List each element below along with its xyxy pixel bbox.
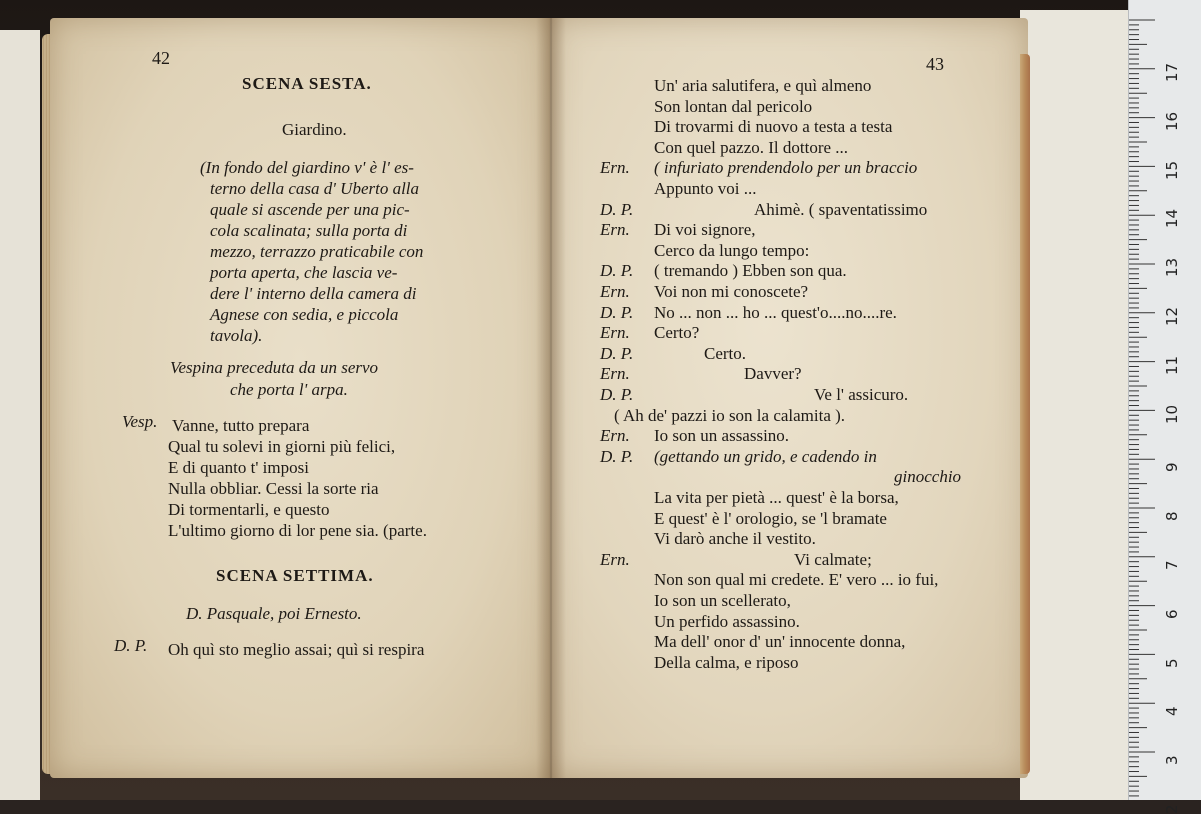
- dialogue-line: ( Ah de' pazzi io son la calamita ).: [614, 405, 846, 425]
- table-surface-right: [1020, 10, 1130, 800]
- vespina-line: Nulla obbliar. Cessi la sorte ria: [168, 479, 379, 498]
- speaker-label: D. P.: [600, 343, 634, 363]
- dialogue-line: La vita per pietà ... quest' è la borsa,: [654, 488, 899, 507]
- dialogue-line: Di trovarmi di nuovo a testa a testa: [654, 117, 893, 137]
- ruler-number: 12: [1163, 306, 1181, 326]
- vespina-line: L'ultimo giorno di lor pene sia. (parte.: [168, 521, 427, 540]
- speaker-label: D. P.: [600, 446, 634, 466]
- ruler-number: 4: [1163, 706, 1181, 717]
- dialogue-line: Vi calmate;: [794, 549, 872, 569]
- ruler-number: 13: [1163, 258, 1181, 278]
- dialogue-line: Di voi signore,: [654, 220, 756, 240]
- speaker-label: D. P.: [600, 199, 634, 219]
- dialogue-line: Voi non mi conoscete?: [654, 282, 809, 301]
- stage-direction-line: tavola).: [210, 326, 263, 345]
- ruler-number: 5: [1163, 658, 1181, 668]
- dialogue-line: ( infuriato prendendolo per un braccio: [654, 158, 918, 178]
- dialogue-line: E quest' è l' orologio, se 'l bramate: [654, 508, 887, 528]
- dialogue-line: Certo?: [654, 323, 700, 343]
- ruler-number: 11: [1163, 355, 1181, 375]
- vespina-line: Qual tu solevi in giorni più felici,: [168, 437, 396, 456]
- stage-direction-line: quale si ascende per una pic-: [210, 200, 410, 219]
- dialogue-line: No ... non ... ho ... quest'o....no....re.: [654, 302, 897, 322]
- speaker-label: Ern.: [600, 323, 630, 343]
- speaker-label: Ern.: [600, 282, 630, 301]
- speaker-label: Ern.: [600, 364, 630, 384]
- ruler-number: 14: [1163, 209, 1181, 229]
- table-surface-left: [0, 30, 40, 800]
- scene-characters: D. Pasquale, poi Ernesto.: [186, 604, 362, 623]
- stage-direction-line: cola scalinata; sulla porta di: [210, 221, 408, 240]
- ruler-number: 17: [1163, 62, 1181, 82]
- dialogue-line: Un perfido assassino.: [654, 611, 800, 631]
- speaker-label: D. P.: [600, 385, 634, 404]
- speaker-label: Ern.: [600, 220, 630, 240]
- book-page-edges-right: [1020, 54, 1030, 774]
- speaker-label: Ern.: [600, 426, 630, 446]
- dialogue-line: Son lontan dal pericolo: [654, 96, 813, 116]
- dialogue-line: Io son un assassino.: [654, 426, 790, 446]
- measuring-ruler: [1128, 0, 1201, 814]
- ruler-number: 3: [1163, 755, 1181, 766]
- dialogue-line: Certo.: [704, 343, 747, 363]
- dialogue-line: Non son qual mi credete. E' vero ... io fui,: [654, 570, 939, 590]
- speaker-vesp: Vesp.: [122, 412, 158, 431]
- stage-direction-line: dere l' interno della camera di: [210, 284, 417, 303]
- entrance-line-2: che porta l' arpa.: [230, 380, 348, 399]
- speaker-label: D. P.: [600, 302, 634, 322]
- location-heading: Giardino.: [282, 120, 347, 139]
- dialogue-line: Io son un scellerato,: [654, 591, 791, 610]
- stage-direction-line: terno della casa d' Uberto alla: [210, 179, 420, 198]
- entrance-line-1: Vespina preceduta da un servo: [170, 358, 379, 377]
- dialogue-line: ( tremando ) Ebben son qua.: [654, 261, 847, 281]
- dialogue-line: Con quel pazzo. Il dottore ...: [654, 137, 849, 157]
- speaker-label: Ern.: [600, 549, 630, 569]
- ruler-number: 16: [1163, 111, 1181, 131]
- open-book: [42, 14, 1032, 782]
- speaker-label: Ern.: [600, 158, 630, 178]
- vespina-line: Di tormentarli, e questo: [168, 500, 330, 519]
- stage-direction-line: porta aperta, che lascia ve-: [210, 263, 398, 282]
- dialogue-line: Davver?: [744, 364, 802, 384]
- speaker-label: D. P.: [600, 261, 634, 281]
- dialogue-line: Ahimè. ( spaventatissimo: [754, 199, 928, 219]
- book-gutter: [536, 18, 566, 778]
- ruler-number: 9: [1163, 462, 1181, 473]
- dp-line: Oh quì sto meglio assai; quì si respira: [168, 640, 425, 659]
- ruler-number: 10: [1163, 404, 1181, 424]
- dialogue-line: Della calma, e riposo: [654, 652, 799, 672]
- page-number-right: 43: [926, 54, 944, 74]
- dialogue-line: Un' aria salutifera, e quì almeno: [654, 76, 872, 95]
- vespina-line: E di quanto t' imposi: [168, 458, 309, 477]
- dialogue-line: Ve l' assicuro.: [814, 385, 909, 404]
- ruler-number: 8: [1163, 511, 1181, 522]
- stage-direction-line: Agnese con sedia, e piccola: [210, 305, 399, 324]
- ruler-number: 6: [1163, 609, 1181, 619]
- vespina-line: Vanne, tutto prepara: [172, 416, 310, 435]
- speaker-dp: D. P.: [114, 636, 148, 655]
- ruler-number: 15: [1163, 160, 1181, 180]
- dialogue-line: (gettando un grido, e cadendo in: [654, 446, 877, 466]
- stage-direction-line: (In fondo del giardino v' è l' es-: [200, 158, 414, 177]
- scene-title-settima: SCENA SETTIMA.: [216, 566, 374, 585]
- ruler-number: 2: [1163, 804, 1181, 814]
- dialogue-line: Vi darò anche il vestito.: [654, 529, 816, 549]
- right-page: [550, 18, 1028, 778]
- dialogue-line: Cerco da lungo tempo:: [654, 240, 810, 260]
- page-number-left: 42: [152, 48, 170, 68]
- stage-direction-line: mezzo, terrazzo praticabile con: [210, 242, 424, 261]
- left-page: [50, 18, 550, 778]
- ruler-number: 7: [1163, 560, 1181, 570]
- scene-title-sesta: SCENA SESTA.: [242, 74, 372, 93]
- dialogue-line: ginocchio: [894, 467, 962, 487]
- dialogue-line: Appunto voi ...: [654, 179, 757, 198]
- dialogue-line: Ma dell' onor d' un' innocente donna,: [654, 632, 906, 652]
